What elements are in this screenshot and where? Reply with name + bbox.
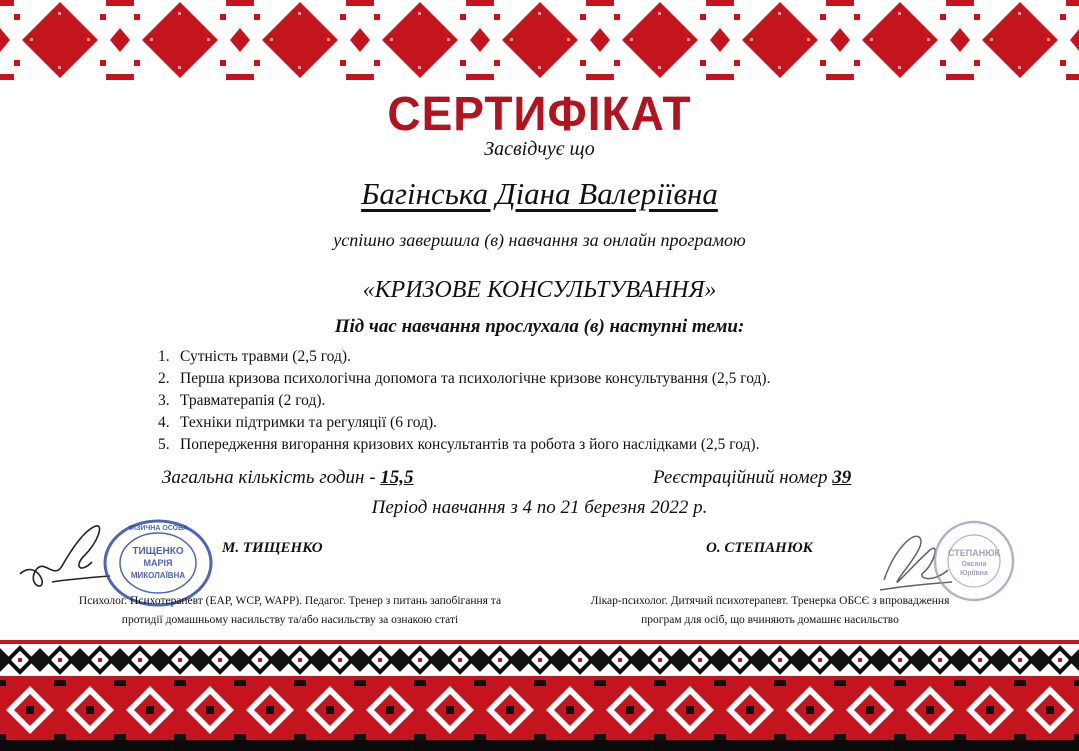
certificate-title: СЕРТИФІКАТ	[387, 85, 692, 141]
left-stamp-ring: ФІЗИЧНА ОСОБА	[128, 525, 188, 532]
right-stamp-line3: Юріївна	[960, 570, 988, 577]
topic-text: Сутність травми (2,5 год).	[180, 348, 351, 365]
registration-number	[653, 467, 851, 489]
program-name: «КРИЗОВЕ КОНСУЛЬТУВАННЯ»	[362, 277, 717, 303]
bottom-ornament-strip	[0, 640, 1079, 680]
bottom-ornament-border	[0, 680, 1079, 740]
right-signatory-description	[560, 592, 980, 630]
right-desc-line2: програм для осіб, що вчиняють домашнє насильство	[641, 614, 899, 626]
topic-number: 1.	[158, 348, 170, 365]
left-desc-line1: Психолог. Психотерапевт (EAP, WCP, WAPP). Педагог. Тренер з питань запобігання та	[78, 595, 502, 607]
study-period: Період навчання з 4 по 21 березня 2022 р.	[371, 497, 708, 518]
list-item	[158, 412, 978, 434]
left-signature-icon	[14, 522, 114, 592]
left-signatory-description	[40, 592, 540, 630]
right-signatory-name: О. СТЕПАНЮК	[706, 540, 813, 556]
left-signatory-name: М. ТИЩЕНКО	[222, 540, 323, 556]
bottom-dark-bar	[0, 740, 1079, 751]
top-ornament-border	[0, 0, 1079, 80]
left-stamp-line3: МИКОЛАЇВНА	[130, 571, 186, 580]
list-item	[158, 434, 978, 456]
total-hours-value: 15,5	[380, 467, 414, 488]
right-desc-line1: Лікар-психолог. Дитячий психотерапевт. Тренерка ОБСЄ з впровадження	[590, 595, 950, 607]
total-hours-label: Загальна кількість годин -	[162, 467, 381, 488]
list-item	[158, 346, 978, 368]
topic-number: 2.	[158, 370, 170, 387]
topic-number: 3.	[158, 392, 170, 409]
topics-list	[158, 346, 978, 456]
topic-text: Техніки підтримки та регуляції (6 год).	[180, 414, 438, 431]
right-stamp-line2: Оксана	[961, 561, 987, 568]
left-stamp-line2: МАРІЯ	[143, 558, 173, 568]
topic-number: 5.	[158, 436, 170, 453]
registration-label: Реєстраційний номер	[653, 467, 833, 488]
completed-text: успішно завершила (в) навчання за онлайн програмою	[333, 230, 746, 250]
topic-text: Перша кризова психологічна допомога та психологічне кризове консультування (2,5 год).	[180, 370, 771, 387]
right-stamp-line1: СТЕПАНЮК	[947, 548, 1001, 558]
list-item	[158, 368, 978, 390]
topic-text: Травматерапія (2 год).	[180, 392, 326, 409]
certifies-text: Засвідчує що	[484, 138, 595, 160]
total-hours	[162, 467, 414, 489]
left-stamp-line1: ТИЩЕНКО	[132, 546, 184, 557]
list-item	[158, 390, 978, 412]
registration-value: 39	[832, 467, 852, 488]
topic-text: Попередження вигорання кризових консультантів та робота з його наслідками (2,5 год).	[180, 436, 760, 453]
topics-heading: Під час навчання прослухала (в) наступні теми:	[334, 316, 745, 337]
left-desc-line2: протидії домашньому насильству та/або насильству за ознакою статі	[121, 614, 459, 626]
recipient-name: Багінська Діана Валеріївна	[361, 176, 718, 211]
topic-number: 4.	[158, 414, 170, 431]
right-stamp-icon	[924, 520, 1024, 602]
